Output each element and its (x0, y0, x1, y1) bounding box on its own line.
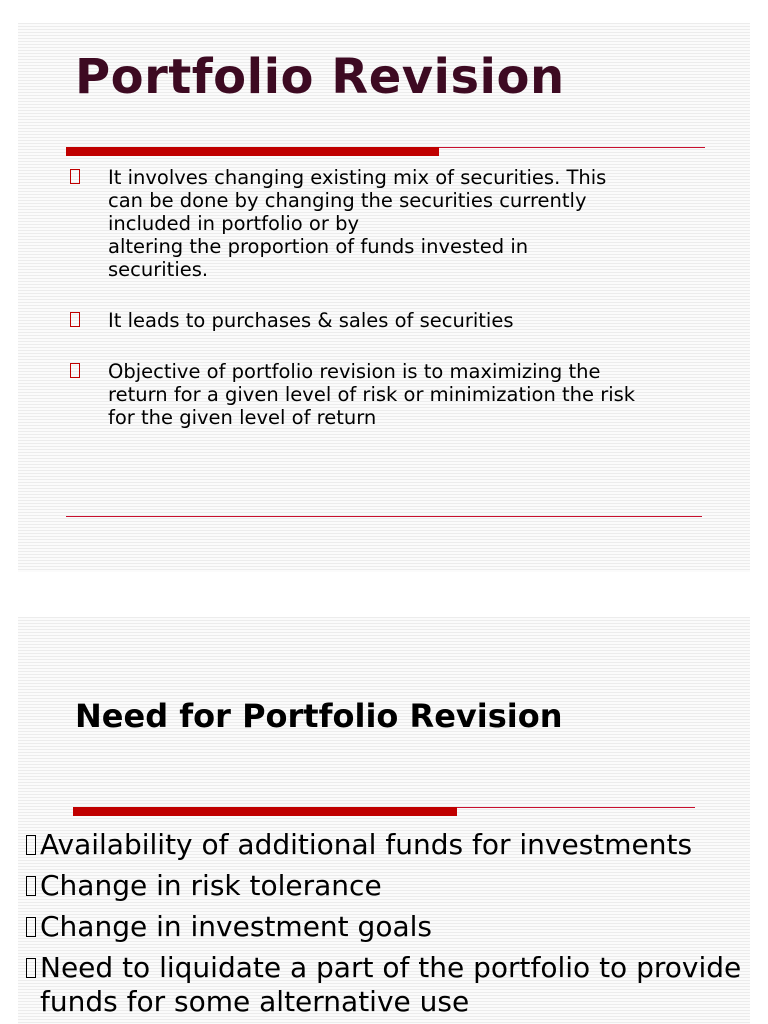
bullet-icon (70, 363, 80, 378)
title-accent-bar (73, 807, 457, 816)
title-accent-bar (66, 147, 439, 156)
bullet-text: Need to liquidate a part of the portfolio to provide funds for some alternative use (40, 951, 742, 1018)
list-item (26, 828, 750, 862)
title-rule (457, 807, 695, 808)
slide-need-for-portfolio-revision (18, 617, 750, 1024)
title-rule (439, 147, 705, 148)
list-item (66, 360, 706, 429)
bullet-text: Change in risk tolerance (40, 869, 382, 902)
bullet-text: It leads to purchases & sales of securities (108, 309, 514, 332)
list-item (66, 166, 706, 281)
bullet-icon (26, 876, 36, 896)
bullet-icon (26, 835, 36, 855)
list-item (26, 910, 750, 944)
bullet-text: Objective of portfolio revision is to maximizing the return for a given level of risk or minimization the risk for the given level of return (108, 360, 636, 429)
list-item (26, 951, 750, 1019)
bullet-icon (26, 917, 36, 937)
bullet-list (66, 166, 706, 457)
footer-rule (66, 516, 702, 517)
bullet-text: It involves changing existing mix of securities. This can be done by changing the securities currently included in portfolio or by altering the proportion of funds invested in securities. (108, 166, 607, 281)
bullet-icon (70, 169, 80, 184)
bullet-list (26, 828, 750, 1024)
list-item (26, 869, 750, 903)
bullet-icon (70, 312, 80, 327)
bullet-icon (26, 958, 36, 978)
list-item (66, 309, 706, 332)
slide-title: Portfolio Revision (75, 49, 565, 105)
bullet-text: Change in investment goals (40, 910, 432, 943)
slide-portfolio-revision (18, 23, 750, 572)
slide-title: Need for Portfolio Revision (75, 697, 563, 735)
bullet-text: Availability of additional funds for investments (40, 828, 693, 861)
